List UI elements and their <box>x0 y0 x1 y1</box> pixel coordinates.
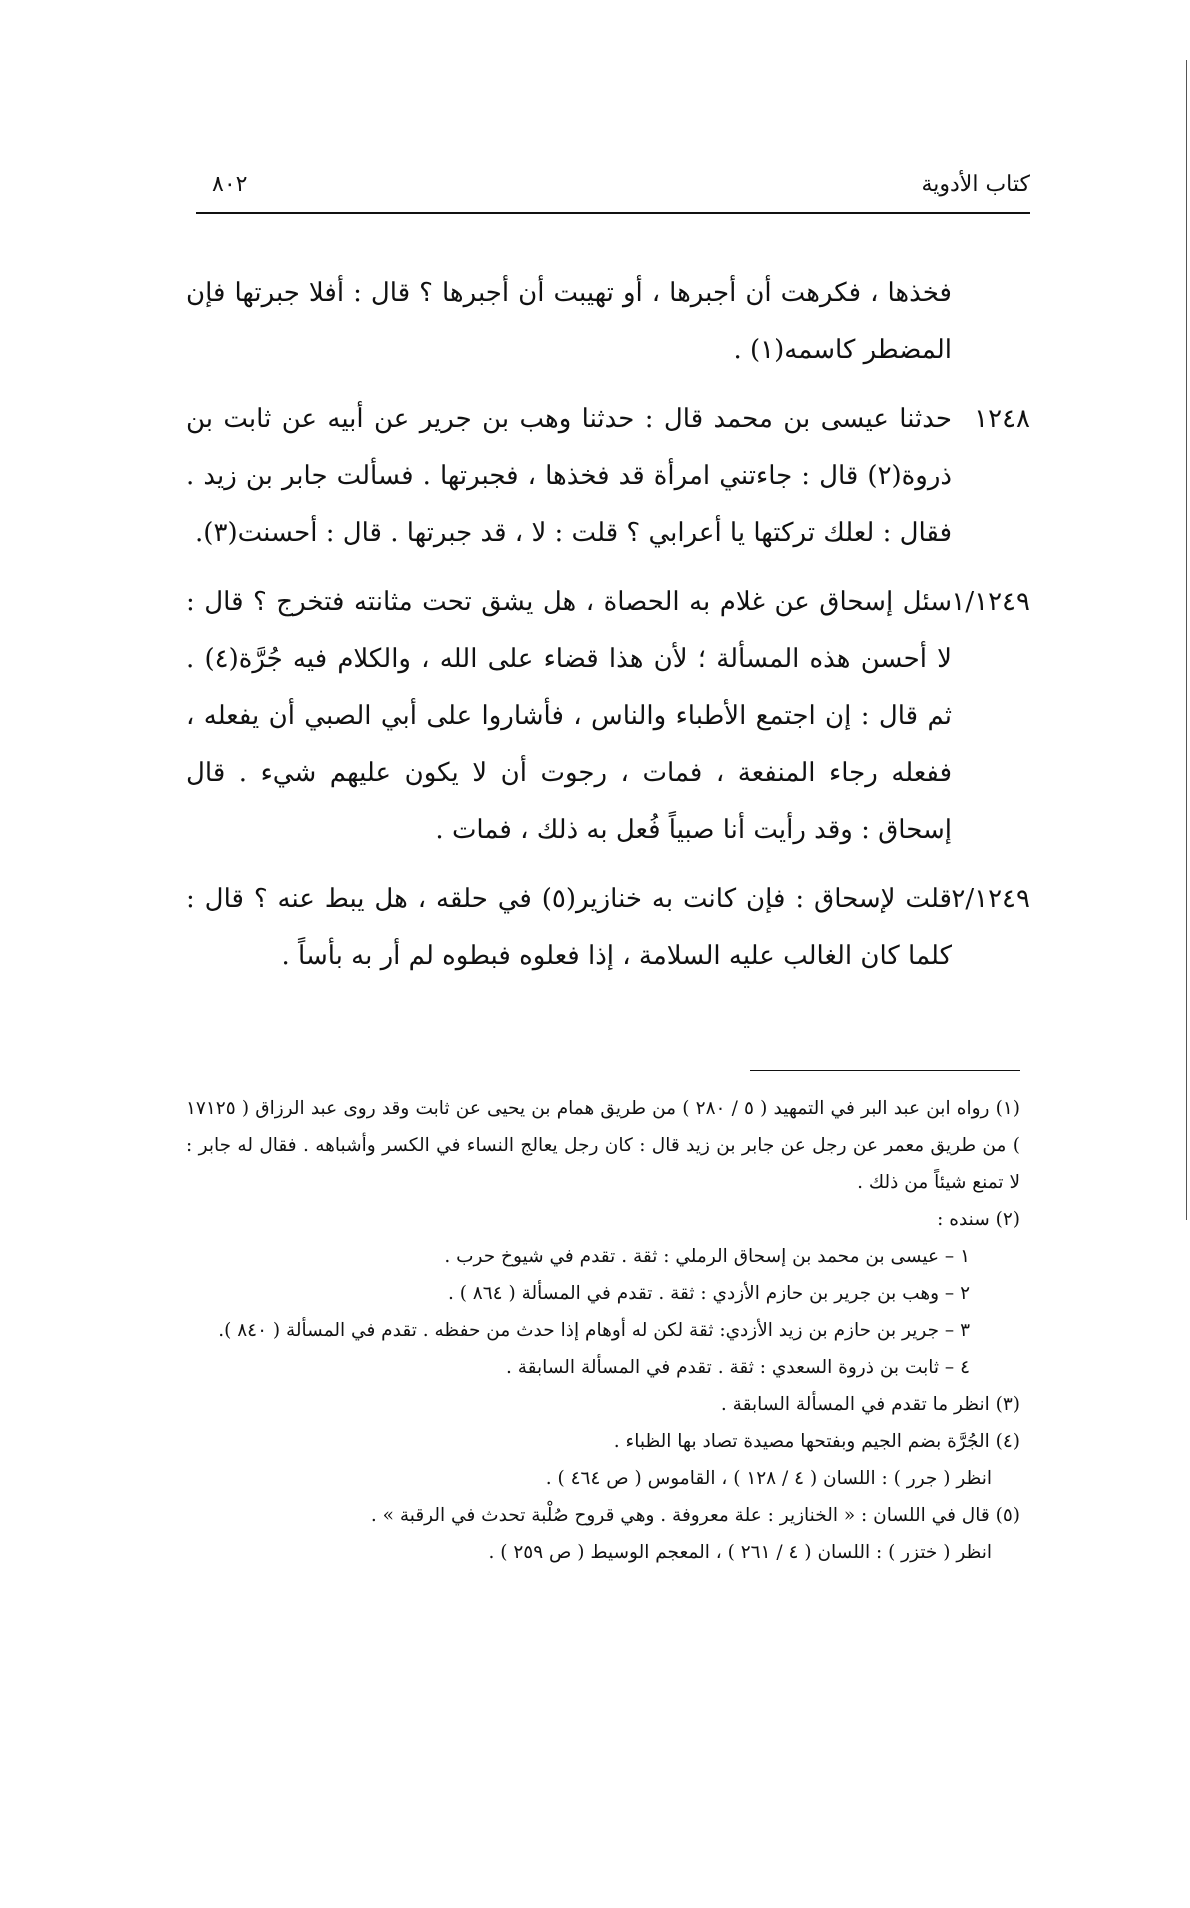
footnote-2-item: ٤ – ثابت بن ذروة السعدي : ثقة . تقدم في المسألة السابقة . <box>505 1357 970 1378</box>
entry-1249-2 <box>186 871 1030 985</box>
page-header <box>196 170 1030 214</box>
scan-edge-line <box>1186 60 1187 1220</box>
entry-1249-1 <box>186 574 1030 859</box>
continued-paragraph: فخذها ، فكرهت أن أجبرها ، أو تهيبت أن أجبرها ؟ قال : أفلا جبرتها فإن المضطر كاسمه(١) . <box>186 278 952 365</box>
footnote-2-item: ٢ – وهب بن جرير بن حازم الأزدي : ثقة . تقدم في المسألة ( ٨٦٤ ) . <box>447 1283 970 1304</box>
footnotes <box>186 1090 1020 1571</box>
footnote-5-text: (٥) قال في اللسان : « الخنازير : علة معروفة . وهي قروح صُلْبة تحدث في الرقبة » . <box>370 1505 1020 1526</box>
entry-number: ٢/١٢٤٩ <box>951 884 1030 914</box>
footnote-4 <box>186 1423 1020 1497</box>
entry-text: قلت لإسحاق : فإن كانت به خنازير(٥) في حلقه ، هل يبط عنه ؟ قال : كلما كان الغالب عليه السلامة ، إذا فعلوه فبطوه لم أر به بأساً . <box>186 884 952 971</box>
entry-1248 <box>186 391 1030 562</box>
footnote-2 <box>186 1201 1020 1386</box>
footnote-5-reference: انظر ( ختزر ) : اللسان ( ٤ / ٢٦١ ) ، المعجم الوسيط ( ص ٢٥٩ ) . <box>488 1542 992 1563</box>
footnote-2-heading: (٢) سنده : <box>937 1209 1020 1230</box>
entry-number: ١٢٤٨ <box>974 404 1030 434</box>
entry-number: ١/١٢٤٩ <box>951 587 1030 617</box>
entry-text: سئل إسحاق عن غلام به الحصاة ، هل يشق تحت مثانته فتخرج ؟ قال : لا أحسن هذه المسألة ؛ لأن هذا قضاء على الله ، والكلام فيه جُرَّة(٤) . ثم قال : إن اجتمع الأطباء والناس ، فأشاروا على أبي الصبي أن يفعله ، ففعله رجاء المنفعة ، فمات ، رجوت أن لا يكون عليهم شيء . قال إسحاق : وقد رأيت أنا صبياً فُعل به ذلك ، فمات . <box>186 587 952 845</box>
page-number: ٨٠٢ <box>212 172 248 197</box>
footnote-1: (١) رواه ابن عبد البر في التمهيد ( ٥ / ٢٨٠ ) من طريق همام بن يحيى عن ثابت وقد روى عبد الرزاق ( ١٧١٢٥ ) من طريق معمر عن رجل عن جابر بن زيد قال : كان رجل يعالج النساء في الكسر وأشباهه . فقال له جابر : لا تمنع شيئاً من ذلك . <box>186 1098 1021 1193</box>
footnote-3: (٣) انظر ما تقدم في المسألة السابقة . <box>720 1394 1020 1415</box>
footnote-2-item: ٣ – جرير بن حازم بن زيد الأزدي: ثقة لكن له أوهام إذا حدث من حفظه . تقدم في المسألة ( ٨٤٠ ). <box>218 1320 970 1341</box>
footnote-4-reference: انظر ( جرر ) : اللسان ( ٤ / ١٢٨ ) ، القاموس ( ص ٤٦٤ ) . <box>545 1468 992 1489</box>
footnote-separator <box>750 1070 1020 1071</box>
main-text <box>186 265 1030 997</box>
entry-text: حدثنا عيسى بن محمد قال : حدثنا وهب بن جرير عن أبيه عن ثابت بن ذروة(٢) قال : جاءتني امرأة قد فخذها ، فجبرتها . فسألت جابر بن زيد . فقال : لعلك تركتها يا أعرابي ؟ قلت : لا ، قد جبرتها . قال : أحسنت(٣). <box>186 404 952 548</box>
footnote-2-item: ١ – عيسى بن محمد بن إسحاق الرملي : ثقة . تقدم في شيوخ حرب . <box>444 1246 970 1267</box>
footnote-5 <box>186 1497 1020 1571</box>
footnote-4-text: (٤) الجُرَّة بضم الجيم وبفتحها مصيدة تصاد بها الظباء . <box>613 1431 1020 1452</box>
book-title: كتاب الأدوية <box>921 172 1030 197</box>
